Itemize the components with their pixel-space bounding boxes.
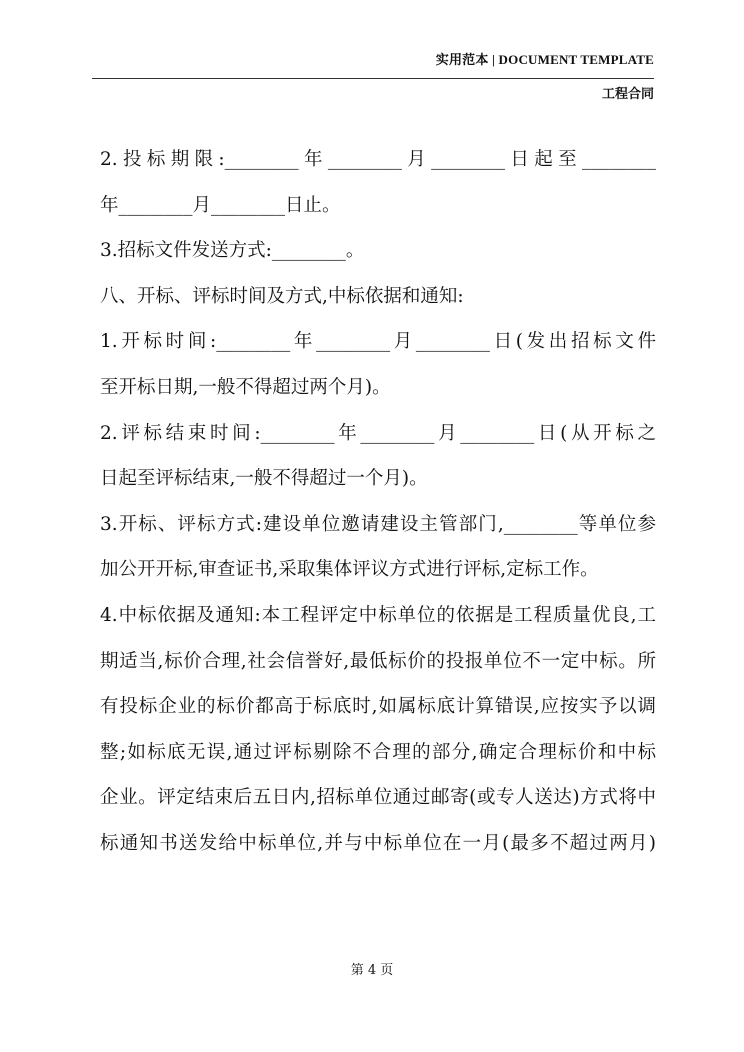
text-line: 标通知书送发给中标单位,并与中标单位在一月(最多不超过两月) xyxy=(100,832,656,854)
document-body xyxy=(100,137,656,867)
text-line: 期适当,标价合理,社会信誉好,最低标价的投报单位不一定中标。所 xyxy=(100,650,656,672)
text-line: 整;如标底无误,通过评标剔除不合理的部分,确定合理标价和中标 xyxy=(100,741,656,763)
text-line: 2.投标期限:________年________月________日起至________ xyxy=(100,149,656,170)
section-heading: 八、开标、评标时间及方式,中标依据和通知: xyxy=(100,285,464,307)
page-number: 第 4 页 xyxy=(350,963,394,978)
text-line: 至开标日期,一般不得超过两个月)。 xyxy=(100,376,391,398)
text-line: 日起至评标结束,一般不得超过一个月)。 xyxy=(100,468,428,490)
text-line: 2.评标结束时间:________年________月________日(从开标之 xyxy=(100,422,656,444)
text-line: 有投标企业的标价都高于标底时,如属标底计算错误,应按实予以调 xyxy=(100,696,656,718)
text-line: 4.中标依据及通知:本工程评定中标单位的依据是工程质量优良,工 xyxy=(100,604,656,626)
text-line: 企业。评定结束后五日内,招标单位通过邮寄(或专人送达)方式将中 xyxy=(100,787,656,809)
text-line: 加公开开标,审查证书,采取集体评议方式进行评标,定标工作。 xyxy=(100,559,599,581)
page-header xyxy=(92,50,654,70)
header-subtitle: 工程合同 xyxy=(601,87,654,102)
text-line: 3.开标、评标方式:建设单位邀请建设主管部门,________等单位参 xyxy=(100,513,656,535)
header-divider xyxy=(92,78,654,79)
header-title: 实用范本 | DOCUMENT TEMPLATE xyxy=(435,52,654,67)
text-line: 1.开标时间:________年________月________日(发出招标文件 xyxy=(100,331,656,353)
text-line: 年________月________日止。 xyxy=(100,194,341,216)
text-line: 3.招标文件发送方式:________。 xyxy=(100,240,365,262)
